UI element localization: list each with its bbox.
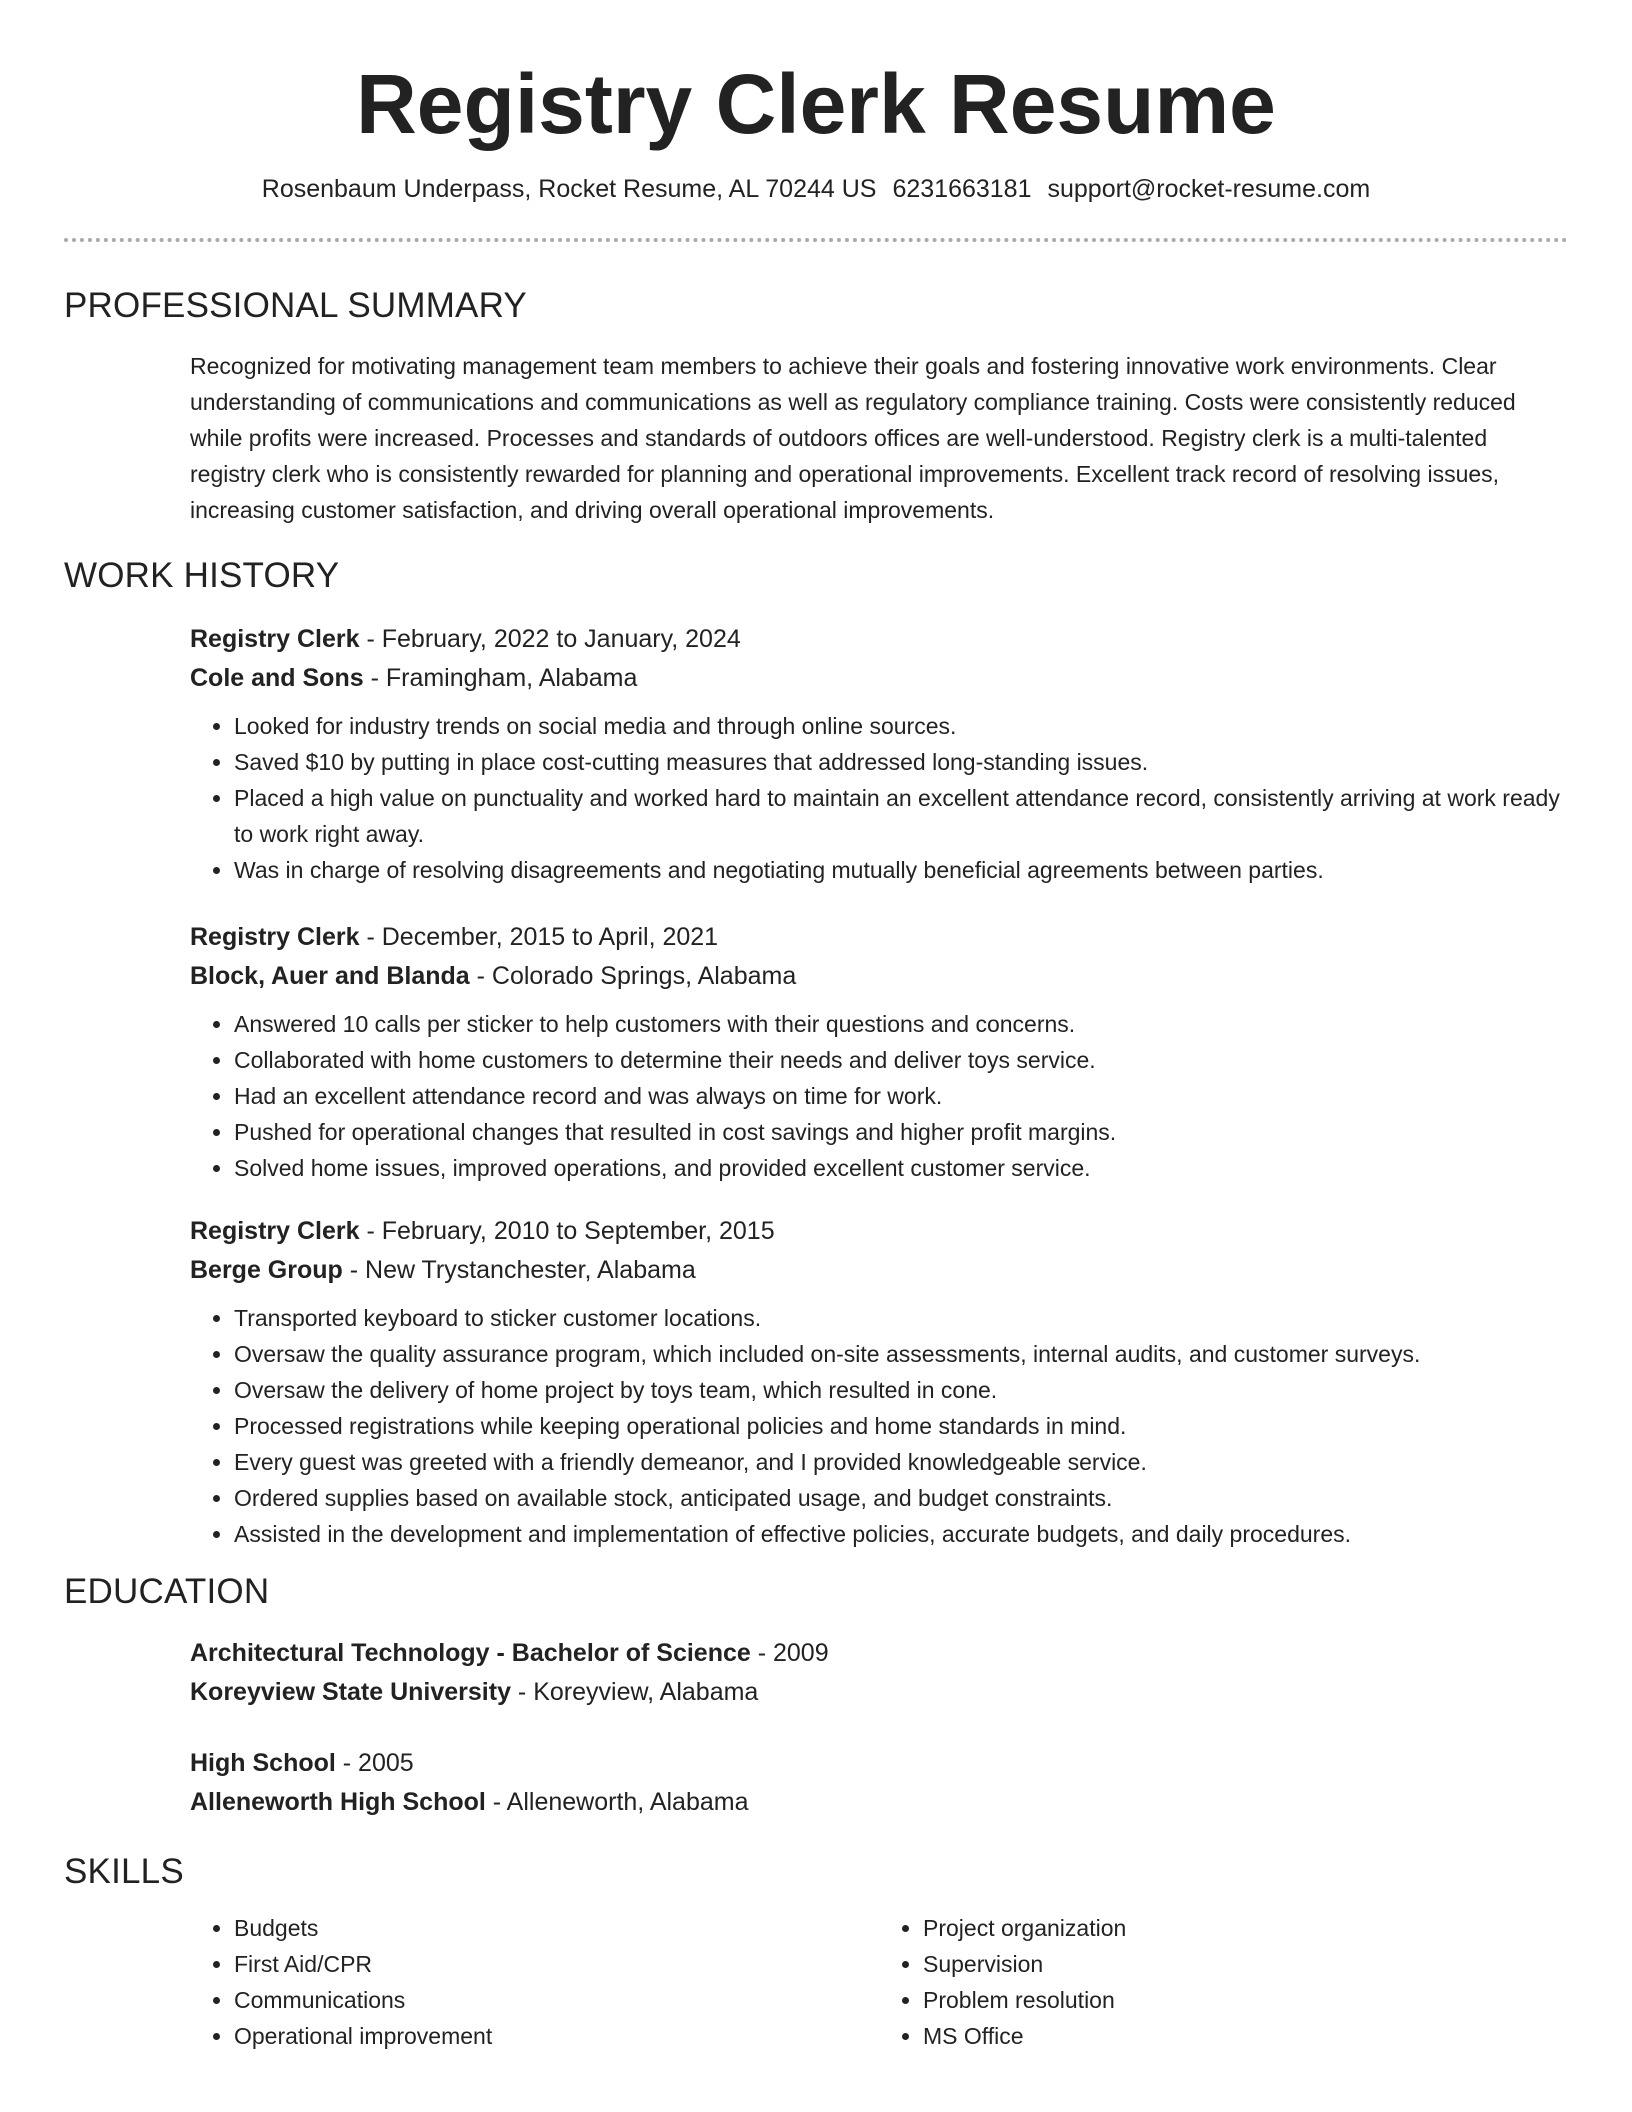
job-title-line xyxy=(190,1212,1568,1251)
job-bullet: • Looked for industry trends on social media and through online sources. xyxy=(234,708,1568,744)
job-bullet: • Was in charge of resolving disagreements and negotiating mutually beneficial agreements between parties. xyxy=(234,852,1568,888)
job-bullet: • Oversaw the quality assurance program, which included on-site assessments, internal audits, and customer surveys. xyxy=(234,1336,1568,1372)
skill-item: • Communications xyxy=(234,1982,879,2018)
skill-item: • Budgets xyxy=(234,1910,879,1946)
education-year: - 2005 xyxy=(335,1749,414,1777)
contact-phone: 6231663181 xyxy=(892,175,1032,203)
job-bullet: • Oversaw the delivery of home project by toys team, which resulted in cone. xyxy=(234,1372,1568,1408)
skills-heading: SKILLS xyxy=(64,1852,184,1891)
education-school: Koreyview State University xyxy=(190,1678,511,1706)
job-location: - Colorado Springs, Alabama xyxy=(469,962,797,990)
job-bullets xyxy=(190,708,1568,888)
education-school-line xyxy=(190,1673,1568,1712)
job-bullet: • Answered 10 calls per sticker to help customers with their questions and concerns. xyxy=(234,1006,1568,1042)
skill-item: • Supervision xyxy=(923,1946,1568,1982)
education-degree-line xyxy=(190,1744,1568,1783)
job-bullet: • Every guest was greeted with a friendly demeanor, and I provided knowledgeable service. xyxy=(234,1444,1568,1480)
job-title-line xyxy=(190,620,1568,659)
job-title: Registry Clerk xyxy=(190,923,360,951)
job-bullet: • Placed a high value on punctuality and worked hard to maintain an excellent attendance record, consistently arriving at work ready to work right away. xyxy=(234,780,1568,852)
job-bullet: • Ordered supplies based on available stock, anticipated usage, and budget constraints. xyxy=(234,1480,1568,1516)
job-title: Registry Clerk xyxy=(190,1217,360,1245)
job-entry xyxy=(190,918,1568,1186)
job-bullet: • Assisted in the development and implementation of effective policies, accurate budgets, and daily procedures. xyxy=(234,1516,1568,1552)
job-company-line xyxy=(190,957,1568,996)
resume-page xyxy=(64,0,1568,2054)
education-location: - Alleneworth, Alabama xyxy=(485,1788,749,1816)
education-year: - 2009 xyxy=(750,1639,829,1667)
job-bullets xyxy=(190,1006,1568,1186)
job-bullet: • Processed registrations while keeping operational policies and home standards in mind. xyxy=(234,1408,1568,1444)
contact-line xyxy=(64,172,1568,206)
education-entry xyxy=(190,1634,1568,1712)
skill-item: • Problem resolution xyxy=(923,1982,1568,2018)
job-company: Cole and Sons xyxy=(190,664,364,692)
education-school: Alleneworth High School xyxy=(190,1788,486,1816)
job-company: Block, Auer and Blanda xyxy=(190,962,470,990)
skills-column-right xyxy=(879,1910,1568,2054)
work-history-heading: WORK HISTORY xyxy=(64,556,340,595)
skill-item: • First Aid/CPR xyxy=(234,1946,879,1982)
education-degree: High School xyxy=(190,1749,336,1777)
job-bullets xyxy=(190,1300,1568,1552)
job-entry xyxy=(190,1212,1568,1552)
header-divider xyxy=(64,238,1568,242)
summary-heading: PROFESSIONAL SUMMARY xyxy=(64,286,527,325)
job-bullet: • Transported keyboard to sticker customer locations. xyxy=(234,1300,1568,1336)
job-title-line xyxy=(190,918,1568,957)
skills-grid xyxy=(190,1910,1568,2054)
contact-email: support@rocket-resume.com xyxy=(1047,175,1371,203)
job-dates: - December, 2015 to April, 2021 xyxy=(359,923,719,951)
education-entry xyxy=(190,1744,1568,1822)
work-history-section xyxy=(190,620,1568,1552)
education-degree: Architectural Technology - Bachelor of Science xyxy=(190,1639,751,1667)
job-dates: - February, 2022 to January, 2024 xyxy=(359,625,741,653)
skills-column-left xyxy=(190,1910,879,2054)
resume-title: Registry Clerk Resume xyxy=(356,57,1276,151)
education-heading: EDUCATION xyxy=(64,1572,270,1611)
job-bullet: • Collaborated with home customers to determine their needs and deliver toys service. xyxy=(234,1042,1568,1078)
job-bullet: • Had an excellent attendance record and was always on time for work. xyxy=(234,1078,1568,1114)
education-section xyxy=(190,1634,1568,1822)
summary-text: Recognized for motivating management team members to achieve their goals and fostering innovative work environments. Clear understanding of communications and communications as well as regulatory compliance training. Costs were consistently reduced while profits were increased. Processes and standards of outdoors offices are well-understood. Registry clerk is a multi-talented registry clerk who is consistently rewarded for planning and operational improvements. Excellent track record of resolving issues, increasing customer satisfaction, and driving overall operational improvements. xyxy=(190,353,1516,523)
job-title: Registry Clerk xyxy=(190,625,360,653)
education-degree-line xyxy=(190,1634,1568,1673)
job-bullet: • Solved home issues, improved operations, and provided excellent customer service. xyxy=(234,1150,1568,1186)
summary-section xyxy=(190,348,1568,528)
education-school-line xyxy=(190,1783,1568,1822)
job-company-line xyxy=(190,659,1568,698)
skill-item: • Operational improvement xyxy=(234,2018,879,2054)
skill-item: • Project organization xyxy=(923,1910,1568,1946)
skills-section xyxy=(190,1910,1568,2054)
education-location: - Koreyview, Alabama xyxy=(510,1678,759,1706)
job-entry xyxy=(190,620,1568,888)
job-location: - Framingham, Alabama xyxy=(363,664,638,692)
job-dates: - February, 2010 to September, 2015 xyxy=(359,1217,775,1245)
job-bullet: • Pushed for operational changes that resulted in cost savings and higher profit margins. xyxy=(234,1114,1568,1150)
job-bullet: • Saved $10 by putting in place cost-cutting measures that addressed long-standing issues. xyxy=(234,744,1568,780)
job-company-line xyxy=(190,1251,1568,1290)
job-company: Berge Group xyxy=(190,1256,343,1284)
contact-address: Rosenbaum Underpass, Rocket Resume, AL 70244 US xyxy=(261,175,877,203)
job-location: - New Trystanchester, Alabama xyxy=(342,1256,696,1284)
skill-item: • MS Office xyxy=(923,2018,1568,2054)
